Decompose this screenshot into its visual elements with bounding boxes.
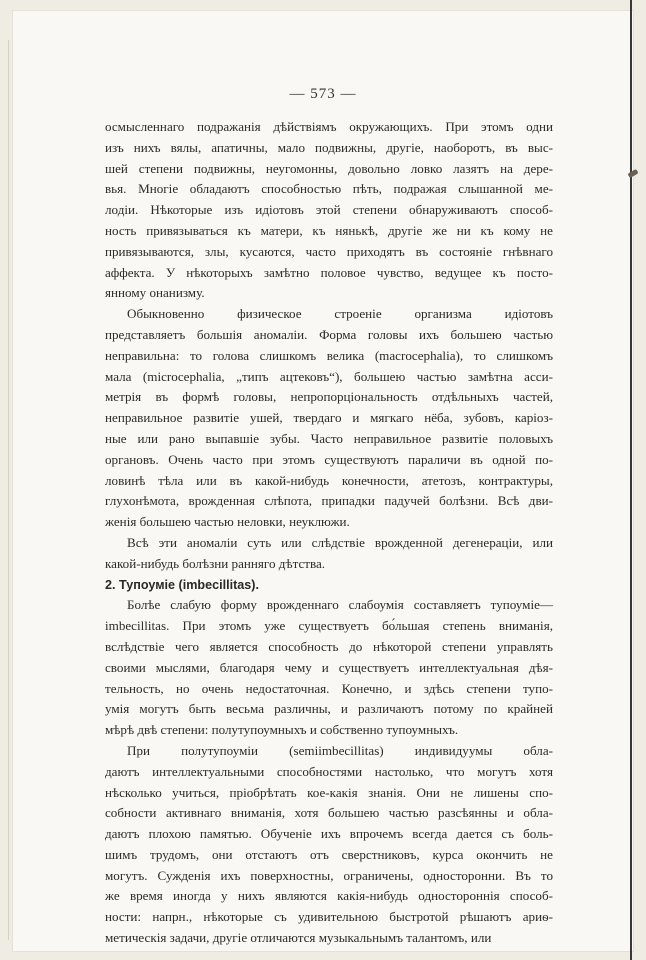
text-line: осмысленнаго подражанія дѣйствіямъ окружающихъ. При этомъ одни <box>105 119 553 134</box>
paragraph <box>105 117 553 304</box>
text-line: собности активнаго вниманія, хотя большею частью разсѣянны и обла- <box>105 805 553 821</box>
text-line: своими мыслями, благодаря чему и существуетъ интеллектуальная дѣя- <box>105 659 553 675</box>
page-number: — 573 — <box>289 86 357 102</box>
scan-border-line <box>630 0 632 960</box>
text-line: ные или рано выпавшіе зубы. Часто неправильное развитіе половыхъ <box>105 430 553 446</box>
text-line: вья. Многіе обладаютъ способностью пѣть, подражая слышанной ме- <box>105 181 553 197</box>
text-line: изъ нихъ вялы, апатичны, мало подвижны, другіе, наоборотъ, въ выс- <box>105 139 553 155</box>
text-line: мала (microcephalia, „типъ ацтековъ“), большею частью замѣтна асси- <box>105 368 553 384</box>
text-line: привязываются, злы, кусаются, часто приходятъ въ состояніе гнѣвнаго <box>105 243 553 259</box>
text-line: ности: напрн., нѣкоторые съ удивительною быстротой рѣшаютъ ариѳ- <box>105 909 553 925</box>
text-line: ность привязываться къ матери, къ нянькѣ, другіе же ни къ кому не <box>105 222 553 238</box>
section-heading <box>105 575 553 596</box>
text-line: могутъ. Сужденія ихъ поверхностны, ограничены, односторонни. Въ то <box>105 867 553 883</box>
paragraph <box>105 741 553 949</box>
text-line: аффекта. У нѣкоторыхъ замѣтно половое чувство, ведущее къ посто- <box>105 264 553 280</box>
text-line: женія большею частью неловки, неуклюжи. <box>105 514 350 530</box>
text-line: нѣсколько учиться, пріобрѣтать кое-какія знанія. Они не лишены спо- <box>105 784 553 800</box>
paragraph <box>105 595 553 741</box>
text-line: же время иногда у нихъ являются какія-нибудь одностороннія способ- <box>105 888 553 904</box>
paragraph <box>105 304 553 533</box>
text-line: вслѣдствіе чего является способность до нѣкоторой степени управлять <box>105 638 553 654</box>
text-line: какой-нибудь болѣзни ранняго дѣтства. <box>105 555 326 571</box>
text-line: представляетъ большія аномаліи. Форма головы ихъ большею частью <box>105 326 553 342</box>
text-line: шимъ трудомъ, они отстаютъ отъ сверстниковъ, курса окончить не <box>105 846 553 862</box>
text-line: При полутупоуміи (semiimbecillitas) индивидуумы обла- <box>127 742 553 758</box>
text-line: янному онанизму. <box>105 285 205 301</box>
text-line: шей степени подвижны, неугомонны, довольно ловко лазятъ на дере- <box>105 160 553 176</box>
body-text <box>105 117 553 949</box>
text-line: неправильное развитіе ушей, твердаго и мягкаго нёба, зубовъ, каріоз- <box>105 410 553 426</box>
text-line: лодіи. Нѣкоторые изъ идіотовъ этой степени обнаруживаютъ способ- <box>105 202 553 218</box>
text-line: метрія въ формѣ головы, непропорціональность отдѣльныхъ частей, <box>105 389 553 405</box>
text-line: даютъ интеллектуальными способностями настолько, что могутъ хотя <box>105 763 553 779</box>
text-line: 2. Тупоумie (imbecillitas). <box>105 577 259 592</box>
text-line: умія могутъ быть весьма различны, и различаютъ потому по крайней <box>105 701 553 717</box>
page-edge-shadow <box>8 40 9 940</box>
text-line: органовъ. Очень часто при этомъ существуютъ параличи въ одной по- <box>105 451 553 467</box>
text-line: Болѣе слабую форму врожденнаго слабоумія составляетъ тупоуміе— <box>127 597 553 613</box>
text-line: неправильна: то голова слишкомъ велика (macrocephalia), то слишкомъ <box>105 347 553 363</box>
text-line: глухонѣмота, врожденная слѣпота, припадки падучей болѣзни. Всѣ дви- <box>105 493 553 509</box>
text-line: Всѣ эти аномаліи суть или слѣдствіе врожденной дегенераціи, или <box>127 534 553 550</box>
text-line: мѣрѣ двѣ степени: полутупоумныхъ и собственно тупоумныхъ. <box>105 722 459 738</box>
text-line: ловинѣ тѣла или въ какой-нибудь конечности, атетозъ, контрактуры, <box>105 472 553 488</box>
text-line: тельность, но очень недостаточная. Конечно, и здѣсь степени тупо- <box>105 680 553 696</box>
text-line: Обыкновенно физическое строеніе организма идіотовъ <box>127 306 553 322</box>
paragraph <box>105 533 553 575</box>
text-line: метическія задачи, другіе отличаются музыкальнымъ талантомъ, или <box>105 930 492 946</box>
text-line: imbecillitas. При этомъ уже существуетъ бо́льшая степень вниманія, <box>105 618 553 634</box>
text-line: даютъ плохою памятью. Обученіе ихъ впрочемъ всегда дается съ боль- <box>105 826 553 842</box>
